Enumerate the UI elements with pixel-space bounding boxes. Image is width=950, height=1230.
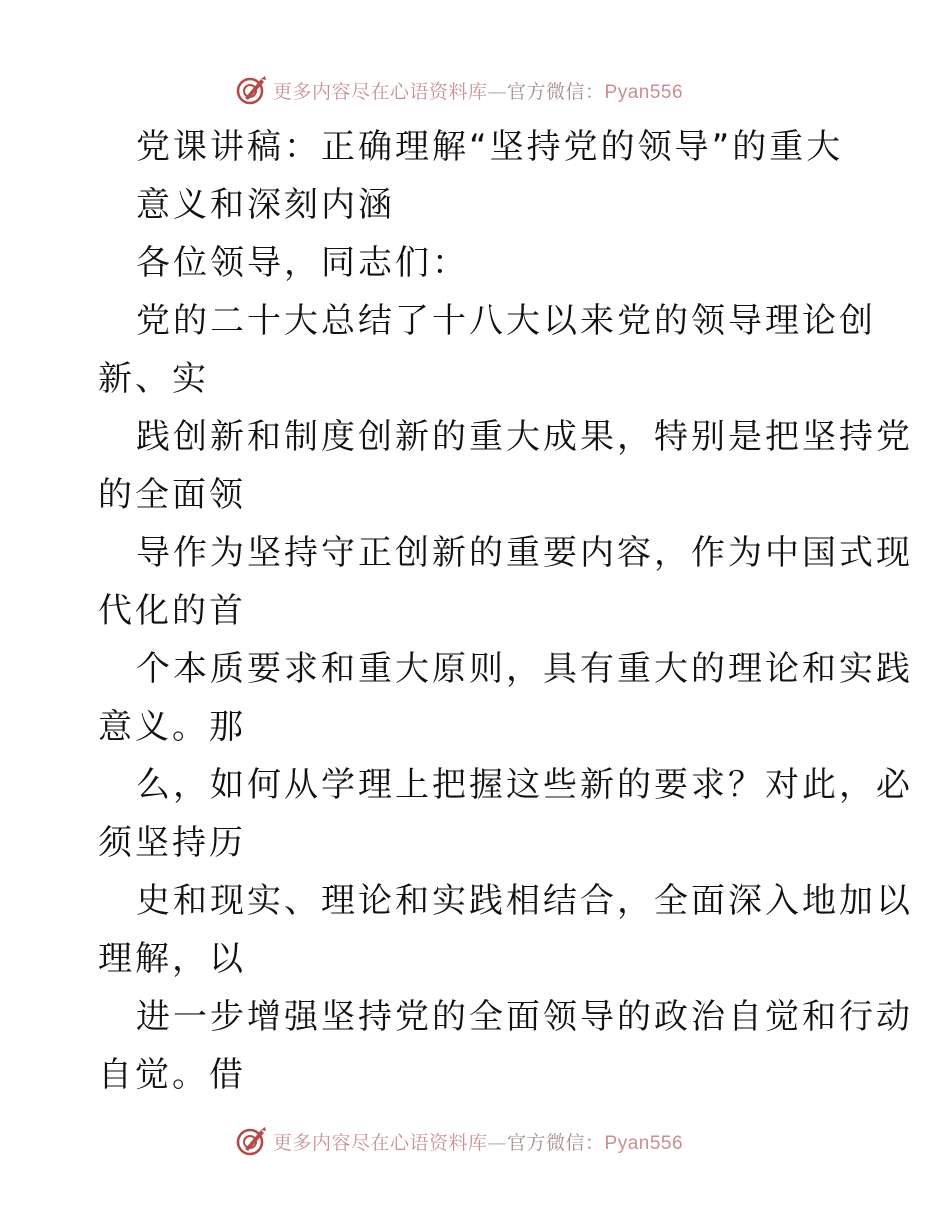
banner-separator: — xyxy=(487,80,508,103)
banner-text-group xyxy=(273,77,683,104)
doc-text-line: 须坚持历 xyxy=(98,823,246,863)
doc-text-line: 的全面领 xyxy=(98,475,246,515)
doc-text-line: 新、实 xyxy=(98,359,209,399)
footer-banner xyxy=(235,1124,683,1158)
header-banner xyxy=(235,73,683,107)
doc-text-line: 践创新和制度创新的重大成果，特别是把坚持党 xyxy=(136,417,913,457)
doc-text-line: 党的二十大总结了十八大以来党的领导理论创 xyxy=(136,301,876,341)
doc-salutation: 各位领导，同志们： xyxy=(136,243,469,283)
quill-logo-icon xyxy=(235,1125,267,1157)
doc-text-line: 代化的首 xyxy=(98,591,246,631)
doc-text-line: 理解，以 xyxy=(98,939,246,979)
banner-wechat-id: Pyan556 xyxy=(604,81,684,103)
banner-text-group xyxy=(273,1128,683,1155)
banner-wechat-id: Pyan556 xyxy=(604,1132,684,1154)
doc-text-line: 史和现实、理论和实践相结合，全面深入地加以 xyxy=(136,881,913,921)
doc-text-line: 个本质要求和重大原则，具有重大的理论和实践 xyxy=(136,649,913,689)
banner-wechat-label: 官方微信： xyxy=(507,1131,605,1154)
doc-text-line: 么，如何从学理上把握这些新的要求？对此，必 xyxy=(136,765,913,805)
banner-wechat-label: 官方微信： xyxy=(507,80,605,103)
banner-separator: — xyxy=(487,1131,508,1154)
banner-slogan: 更多内容尽在心语资料库 xyxy=(273,80,488,103)
doc-title-line-2: 意义和深刻内涵 xyxy=(136,185,395,225)
doc-text-line: 意义。那 xyxy=(98,707,246,747)
doc-text-line: 导作为坚持守正创新的重要内容，作为中国式现 xyxy=(136,533,913,573)
banner-slogan: 更多内容尽在心语资料库 xyxy=(273,1131,488,1154)
doc-text-line: 自觉。借 xyxy=(98,1055,246,1095)
doc-text-line: 进一步增强坚持党的全面领导的政治自觉和行动 xyxy=(136,997,913,1037)
doc-title-line-1: 党课讲稿：正确理解“坚持党的领导”的重大 xyxy=(136,127,844,167)
quill-logo-icon xyxy=(235,74,267,106)
document-body xyxy=(98,118,913,1104)
